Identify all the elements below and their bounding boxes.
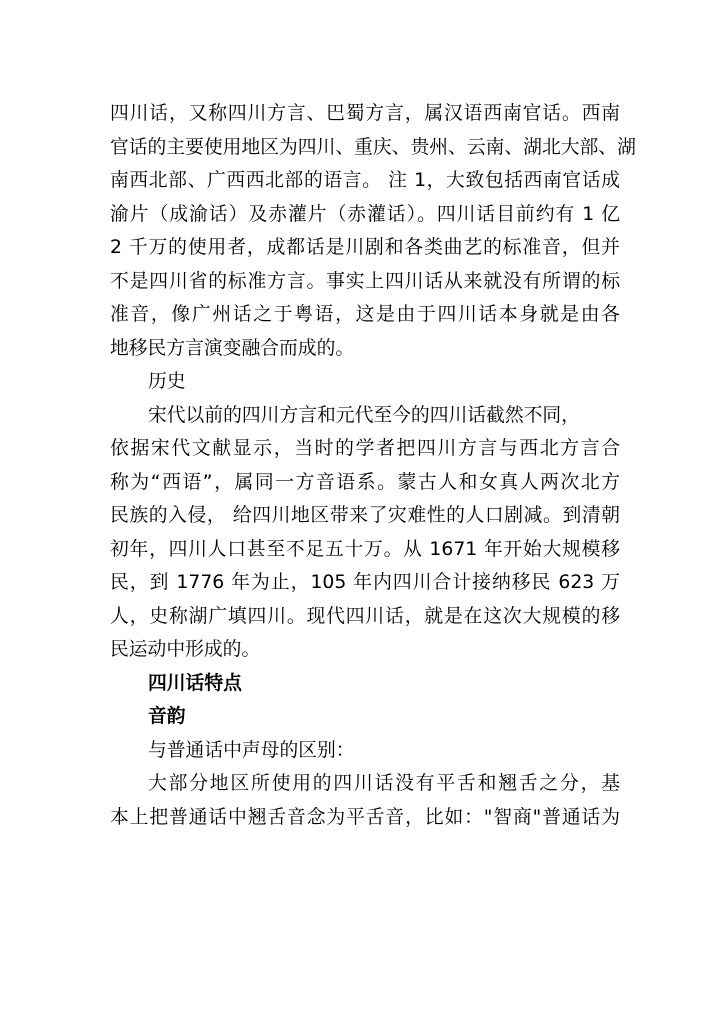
features-heading: 四川话特点: [148, 672, 242, 694]
intro-line-1: 四川话，又称四川方言、巴蜀方言，属汉语西南官话。西南: [110, 103, 620, 124]
document-page: [110, 97, 636, 834]
history-line-2: 依据宋代文献显示，当时的学者把四川方言与西北方言合: [110, 438, 620, 459]
history-line-3: 称为“西语”，属同一方音语系。蒙古人和女真人两次北方: [110, 471, 620, 493]
intro-line-2: 官话的主要使用地区为四川、重庆、贵州、云南、湖北大部、湖: [110, 136, 636, 158]
initials-line-1: 大部分地区所使用的四川话没有平舌和翘舌之分，基: [148, 773, 620, 794]
history-line-8: 民运动中形成的。: [110, 639, 261, 660]
initials-line-2: 本上把普通话中翘舌音念为平舌音，比如："智商"普通话为: [110, 806, 620, 828]
history-line-7: 人，史称湖广填四川。现代四川话，就是在这次大规模的移: [110, 605, 620, 627]
intro-line-4: 渝片（成渝话）及赤灌片（赤灌话）。四川话目前约有 1 亿: [110, 203, 620, 225]
intro-line-7: 准音，像广州话之于粤语，这是由于四川话本身就是由各: [110, 304, 620, 325]
history-line-6: 民，到 1776 年为止，105 年内四川合计接纳移民 623 万: [110, 572, 620, 593]
history-heading: 历史: [148, 371, 186, 392]
intro-line-8: 地移民方言演变融合而成的。: [110, 337, 355, 359]
intro-line-6: 不是四川省的标准方言。事实上四川话从来就没有所谓的标: [110, 270, 620, 292]
history-line-4: 民族的入侵， 给四川地区带来了灾难性的人口剧减。到清朝: [110, 505, 620, 526]
history-line-1: 宋代以前的四川方言和元代至今的四川话截然不同，: [148, 404, 580, 426]
intro-line-5: 2 千万的使用者，成都话是川剧和各类曲艺的标准音，但并: [110, 237, 620, 258]
intro-line-3: 南西北部、广西西北部的语言。 注 1，大致包括西南官话成: [110, 170, 620, 191]
initials-intro: 与普通话中声母的区别：: [148, 739, 355, 761]
phonology-heading: 音韵: [148, 706, 186, 727]
history-line-5: 初年，四川人口甚至不足五十万。从 1671 年开始大规模移: [110, 538, 620, 560]
